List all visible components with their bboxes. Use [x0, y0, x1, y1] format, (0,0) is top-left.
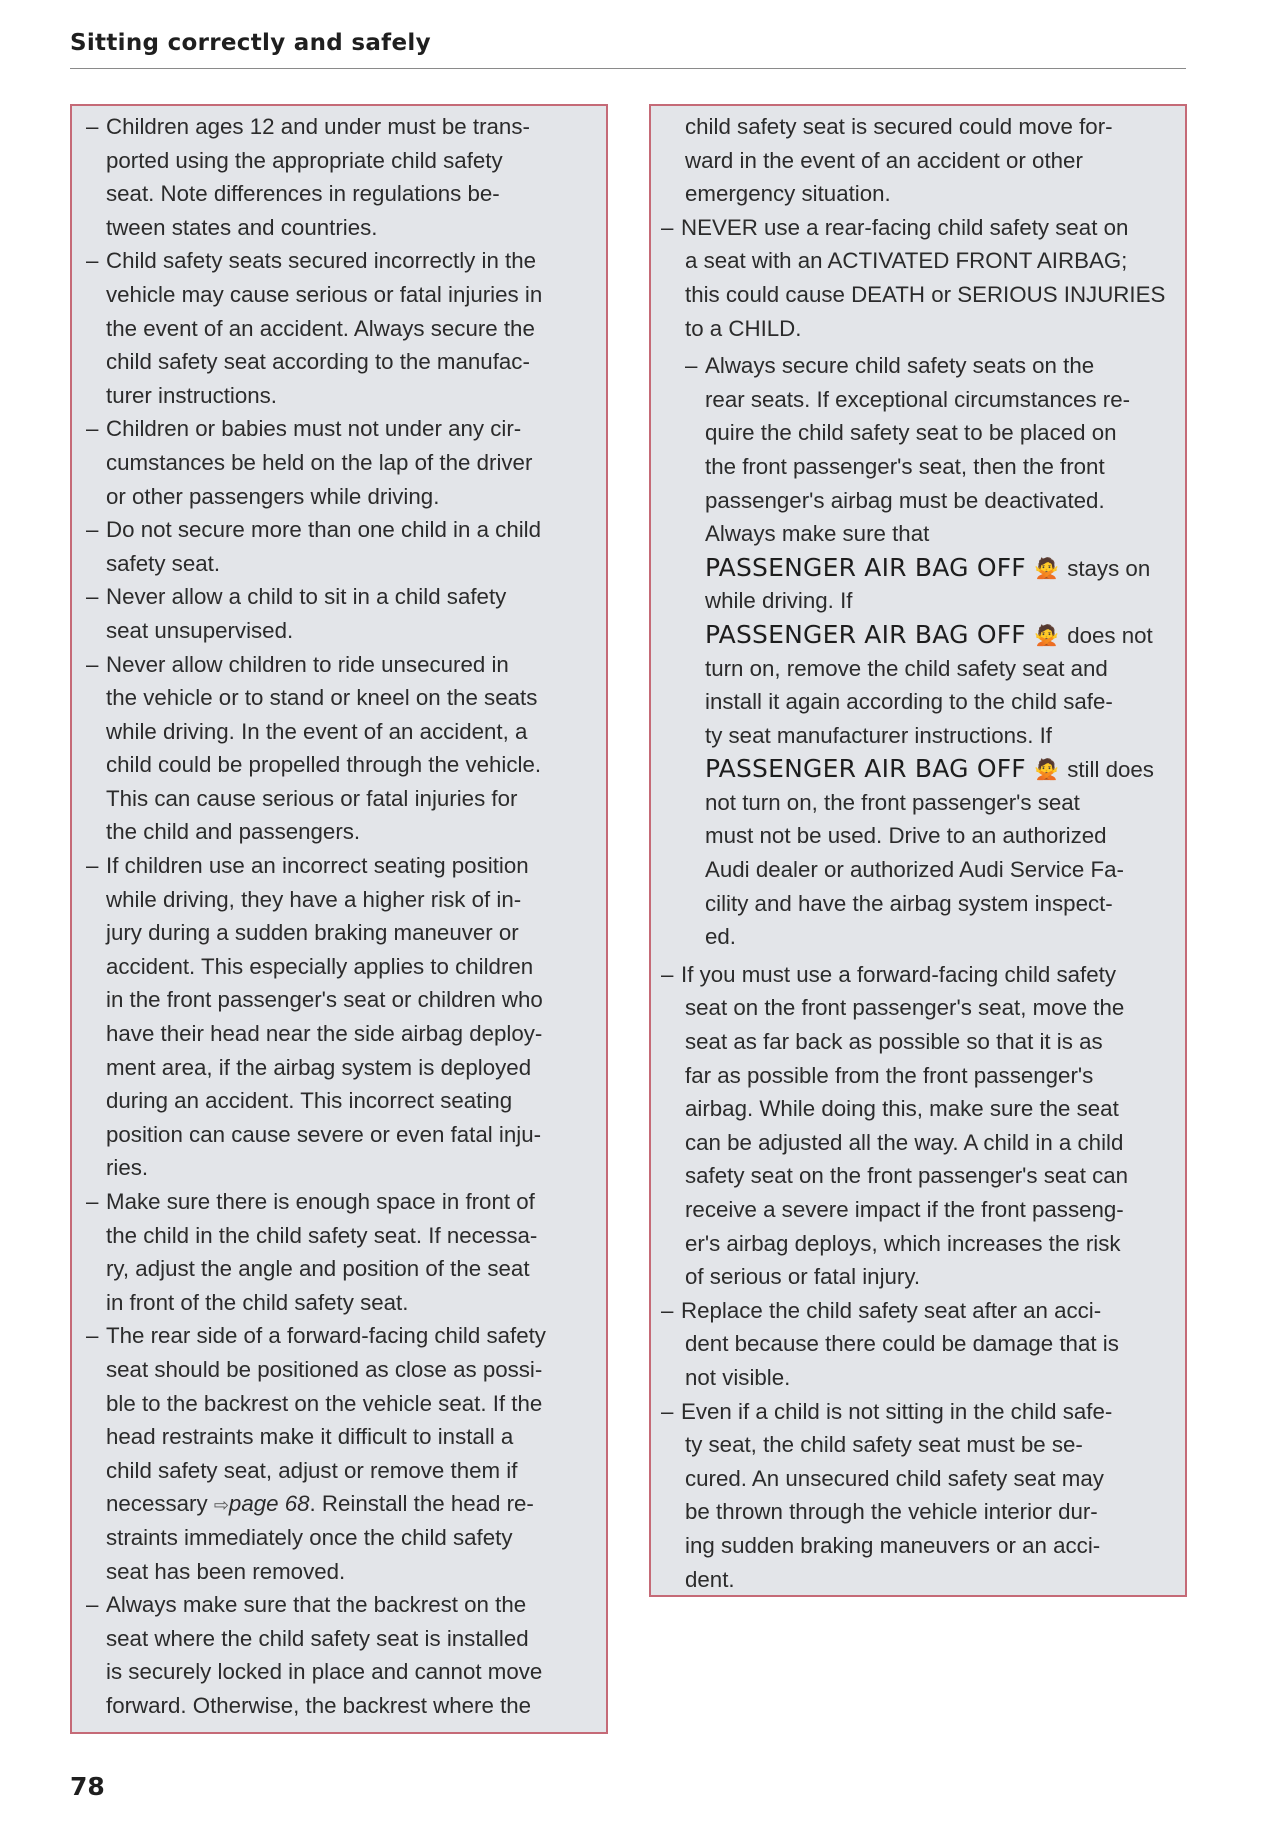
sub-bullet-item-line — [665, 752, 1171, 786]
sub-bullet-item-line — [665, 719, 1171, 753]
line-text: does not — [1067, 622, 1153, 648]
line-text: rear seats. If exceptional circumstances re- — [705, 386, 1131, 412]
line-text: ported using the appropriate child safety — [106, 147, 503, 173]
line-text: to a CHILD. — [685, 315, 802, 341]
bullet-item-line — [86, 815, 592, 849]
line-text: while driving. In the event of an accident, a — [106, 718, 528, 744]
line-text: the event of an accident. Always secure the — [106, 315, 535, 341]
line-text: Always secure child safety seats on the — [705, 353, 1095, 379]
line-text: quire the child safety seat to be placed on — [705, 420, 1117, 446]
bullet-item-start — [86, 648, 592, 682]
line-text: cumstances be held on the lap of the driver — [106, 449, 533, 475]
sub-bullet-item-line — [665, 853, 1171, 887]
continued-text-line — [665, 1462, 1171, 1496]
line-text: cility and have the airbag system inspect- — [705, 890, 1113, 916]
line-text: receive a severe impact if the front passeng- — [685, 1197, 1124, 1222]
sub-bullet-item-line — [665, 618, 1171, 652]
sub-bullet-item-line — [665, 551, 1171, 585]
continued-text-line — [665, 312, 1171, 346]
bullet-item-line — [86, 748, 592, 782]
passenger-airbag-off-indicator: PASSENGER AIR BAG OFF — [705, 619, 1026, 649]
airbag-off-icon: 🙅 — [1034, 759, 1059, 782]
bullet-item-line — [86, 144, 592, 178]
arrow-right-icon: ⇨ — [213, 1495, 229, 1516]
line-text: the child and passengers. — [106, 819, 361, 845]
line-text: child safety seat is secured could move for- — [685, 114, 1113, 139]
bullet-item-start — [86, 1588, 592, 1622]
bullet-item-line — [86, 312, 592, 346]
bullet-dash: – — [86, 1592, 99, 1618]
bullet-item-start — [86, 1185, 592, 1219]
line-text: Never allow a child to sit in a child safety — [106, 584, 507, 610]
line-text: emergency situation. — [685, 181, 891, 207]
line-text: while driving, they have a higher risk of in- — [106, 886, 522, 912]
line-text: airbag. While doing this, make sure the seat — [685, 1096, 1119, 1122]
bullet-item-line — [86, 883, 592, 917]
bullet-dash: – — [86, 517, 99, 543]
sub-bullet-item-line — [665, 416, 1171, 450]
continued-text-line — [665, 244, 1171, 278]
bullet-item-start — [86, 580, 592, 614]
bullet-item-start — [661, 1395, 1171, 1429]
bullet-item-line — [86, 1655, 592, 1689]
bullet-item-line — [86, 715, 592, 749]
bullet-dash: – — [86, 853, 99, 879]
line-text: seat should be positioned as close as possi- — [106, 1356, 543, 1382]
sub-bullet-item-line — [665, 685, 1171, 719]
line-text: This can cause serious or fatal injuries for — [106, 785, 518, 811]
bullet-item-line — [86, 1252, 592, 1286]
bullet-dash: – — [661, 1398, 674, 1424]
bullet-item-start — [86, 1319, 592, 1353]
continued-text-line — [665, 1159, 1171, 1193]
bullet-dash: – — [661, 1297, 674, 1323]
bullet-item-line — [86, 177, 592, 211]
line-text: have their head near the side airbag deploy- — [106, 1021, 543, 1047]
continued-text-line — [665, 110, 1171, 144]
bullet-item-line — [86, 1420, 592, 1454]
bullet-dash: – — [86, 1323, 99, 1349]
bullet-item-start — [661, 1294, 1171, 1328]
sub-bullet-item-line — [665, 786, 1171, 820]
line-text: the vehicle or to stand or kneel on the seats — [106, 685, 538, 711]
sub-bullet-item-line — [665, 652, 1171, 686]
line-text: passenger's airbag must be deactivated. — [705, 487, 1105, 513]
line-text: Even if a child is not sitting in the child safe- — [681, 1398, 1113, 1424]
bullet-item-line — [86, 1084, 592, 1118]
line-text: position can cause severe or even fatal inju- — [106, 1121, 542, 1147]
continued-text-line — [665, 144, 1171, 178]
line-text: seat. Note differences in regulations be- — [106, 181, 500, 207]
line-text: ward in the event of an accident or other — [685, 147, 1083, 173]
line-text: ed. — [705, 924, 736, 950]
bullet-item-start — [86, 849, 592, 883]
line-text: seat has been removed. — [106, 1558, 346, 1584]
line-text: safety seat. — [106, 550, 221, 576]
line-text: a seat with an ACTIVATED FRONT AIRBAG; — [685, 248, 1128, 274]
section-title: Sitting correctly and safely — [70, 30, 431, 56]
bullet-item-line — [86, 211, 592, 245]
line-text: during an accident. This incorrect seating — [106, 1088, 513, 1114]
bullet-dash: – — [86, 584, 99, 610]
bullet-item-line — [86, 782, 592, 816]
line-text: of serious or fatal injury. — [685, 1264, 921, 1290]
line-text: in front of the child safety seat. — [106, 1289, 409, 1315]
bullet-item-line — [86, 1017, 592, 1051]
bullet-item-line — [86, 1118, 592, 1152]
sub-bullet-item-start — [665, 349, 1171, 383]
line-text: seat as far back as possible so that it is as — [685, 1029, 1103, 1055]
line-text: ment area, if the airbag system is deployed — [106, 1054, 532, 1080]
bullet-item-line — [86, 1689, 592, 1723]
line-text: necessary — [106, 1491, 214, 1517]
line-text: Children ages 12 and under must be trans- — [106, 114, 530, 139]
bullet-item-line — [86, 379, 592, 413]
line-text: The rear side of a forward-facing child safety — [106, 1323, 546, 1349]
continued-text-line — [665, 1126, 1171, 1160]
line-text: dent because there could be damage that is — [685, 1331, 1119, 1357]
bullet-item-line — [86, 1521, 592, 1555]
line-text: Do not secure more than one child in a child — [106, 517, 542, 543]
line-text: ing sudden braking maneuvers or an acci- — [685, 1532, 1101, 1558]
line-text: Always make sure that the backrest on the — [106, 1592, 527, 1618]
bullet-item-line — [86, 681, 592, 715]
bullet-item-line — [86, 950, 592, 984]
line-text: ty seat manufacturer instructions. If — [705, 722, 1052, 748]
continued-text-line — [665, 1563, 1171, 1597]
line-text: install it again according to the child safe- — [705, 689, 1113, 715]
line-text: seat where the child safety seat is installed — [106, 1625, 529, 1651]
continued-text-line — [665, 1361, 1171, 1395]
bullet-item-line — [86, 916, 592, 950]
warning-box-right — [649, 104, 1187, 1597]
line-text: child safety seat according to the manufac- — [106, 349, 530, 375]
line-text: stays on — [1067, 555, 1151, 581]
line-text: while driving. If — [705, 588, 853, 614]
line-text: is securely locked in place and cannot move — [106, 1659, 543, 1685]
line-text: Replace the child safety seat after an acci- — [681, 1297, 1102, 1323]
page-header — [70, 30, 1186, 56]
passenger-airbag-off-indicator: PASSENGER AIR BAG OFF — [705, 552, 1026, 582]
passenger-airbag-off-indicator: PASSENGER AIR BAG OFF — [705, 754, 1026, 784]
continued-text-line — [665, 1428, 1171, 1462]
line-text: Child safety seats secured incorrectly in the — [106, 248, 537, 274]
line-text: . Reinstall the head re- — [309, 1491, 534, 1517]
bullet-item-start — [661, 958, 1171, 992]
bullet-item-start — [86, 513, 592, 547]
continued-text-line — [665, 1092, 1171, 1126]
continued-text-line — [665, 278, 1171, 312]
bullet-item-line — [86, 1487, 592, 1521]
line-text: Children or babies must not under any cir- — [106, 416, 522, 442]
continued-text-line — [665, 1227, 1171, 1261]
sub-bullet-item-line — [665, 517, 1171, 551]
line-text: not visible. — [685, 1364, 791, 1390]
continued-text-line — [665, 1025, 1171, 1059]
sub-bullet-item-line — [665, 450, 1171, 484]
line-text: the front passenger's seat, then the front — [705, 453, 1105, 479]
line-text: ry, adjust the angle and position of the seat — [106, 1256, 530, 1282]
bullet-dash: – — [661, 214, 674, 240]
sub-bullet-item-line — [665, 383, 1171, 417]
line-text: turn on, remove the child safety seat and — [705, 655, 1108, 681]
line-text: If children use an incorrect seating position — [106, 853, 529, 879]
line-text: er's airbag deploys, which increases the risk — [685, 1230, 1121, 1256]
bullet-item-line — [86, 446, 592, 480]
sub-bullet-item-line — [665, 584, 1171, 618]
bullet-dash: – — [86, 651, 99, 677]
line-text: or other passengers while driving. — [106, 483, 440, 509]
line-text: seat unsupervised. — [106, 617, 294, 643]
bullet-item-line — [86, 1387, 592, 1421]
sub-bullet-item-line — [665, 887, 1171, 921]
bullet-item-line — [86, 1051, 592, 1085]
line-text: child safety seat, adjust or remove them if — [106, 1457, 518, 1483]
line-text: the child in the child safety seat. If necessa- — [106, 1222, 538, 1248]
line-text: head restraints make it difficult to install a — [106, 1424, 514, 1450]
line-text: far as possible from the front passenger's — [685, 1062, 1094, 1088]
line-text: Always make sure that — [705, 521, 930, 547]
bullet-item-line — [86, 983, 592, 1017]
bullet-item-line — [86, 1555, 592, 1589]
page-number: 78 — [70, 1772, 105, 1801]
continued-text-line — [665, 1059, 1171, 1093]
line-text: ty seat, the child safety seat must be se- — [685, 1432, 1083, 1458]
line-text: Audi dealer or authorized Audi Service Fa- — [705, 857, 1124, 883]
line-text: cured. An unsecured child safety seat may — [685, 1465, 1104, 1491]
line-text: vehicle may cause serious or fatal injuries in — [106, 281, 543, 307]
warning-box-left — [70, 104, 608, 1734]
bullet-item-start — [661, 211, 1171, 245]
page-reference-link[interactable]: page 68 — [228, 1491, 310, 1517]
line-text: accident. This especially applies to children — [106, 953, 534, 979]
line-text: still does — [1067, 757, 1154, 783]
line-text: be thrown through the vehicle interior dur- — [685, 1499, 1098, 1525]
line-text: must not be used. Drive to an authorized — [705, 823, 1107, 849]
bullet-dash: – — [86, 1189, 99, 1214]
bullet-item-start — [86, 110, 592, 144]
bullet-dash: – — [86, 416, 99, 442]
line-text: jury during a sudden braking maneuver or — [106, 920, 519, 946]
continued-text-line — [665, 1260, 1171, 1294]
line-text: seat on the front passenger's seat, move the — [685, 995, 1125, 1021]
bullet-item-line — [86, 1286, 592, 1320]
bullet-item-line — [86, 345, 592, 379]
line-text: in the front passenger's seat or children who — [106, 987, 543, 1013]
bullet-dash: – — [86, 114, 99, 139]
bullet-dash: – — [685, 353, 698, 379]
line-text: Never allow children to ride unsecured in — [106, 651, 509, 677]
continued-text-line — [665, 1193, 1171, 1227]
bullet-item-line — [86, 547, 592, 581]
header-divider — [70, 68, 1186, 69]
bullet-item-line — [86, 1151, 592, 1185]
bullet-item-line — [86, 1353, 592, 1387]
line-text: ble to the backrest on the vehicle seat. If the — [106, 1390, 543, 1416]
bullet-item-start — [86, 412, 592, 446]
bullet-item-line — [86, 1454, 592, 1488]
line-text: NEVER use a rear-facing child safety seat on — [681, 214, 1129, 240]
sub-bullet-item-line — [665, 484, 1171, 518]
continued-text-line — [665, 177, 1171, 211]
bullet-item-line — [86, 278, 592, 312]
bullet-dash: – — [661, 961, 674, 987]
line-text: dent. — [685, 1566, 735, 1592]
line-text: safety seat on the front passenger's seat can — [685, 1163, 1129, 1189]
line-text: can be adjusted all the way. A child in a child — [685, 1129, 1124, 1155]
bullet-dash: – — [86, 248, 99, 274]
line-text: If you must use a forward-facing child safety — [681, 961, 1116, 987]
line-text: forward. Otherwise, the backrest where the — [106, 1692, 532, 1718]
bullet-item-line — [86, 1622, 592, 1656]
line-text: this could cause DEATH or SERIOUS INJURIES — [685, 281, 1166, 307]
airbag-off-icon: 🙅 — [1034, 624, 1059, 647]
continued-text-line — [665, 1529, 1171, 1563]
bullet-item-line — [86, 614, 592, 648]
continued-text-line — [665, 1327, 1171, 1361]
line-text: ries. — [106, 1155, 149, 1181]
bullet-item-line — [86, 1219, 592, 1253]
continued-text-line — [665, 1495, 1171, 1529]
line-text: child could be propelled through the vehicle. — [106, 752, 542, 778]
airbag-off-icon: 🙅 — [1034, 557, 1059, 580]
line-text: Make sure there is enough space in front of — [106, 1189, 535, 1214]
continued-text-line — [665, 991, 1171, 1025]
line-text: straints immediately once the child safety — [106, 1524, 513, 1550]
line-text: tween states and countries. — [106, 214, 378, 240]
bullet-item-line — [86, 480, 592, 514]
sub-bullet-item-line — [665, 819, 1171, 853]
line-text: turer instructions. — [106, 382, 278, 408]
line-text: not turn on, the front passenger's seat — [705, 789, 1080, 815]
sub-bullet-item-line — [665, 920, 1171, 954]
bullet-item-start — [86, 244, 592, 278]
